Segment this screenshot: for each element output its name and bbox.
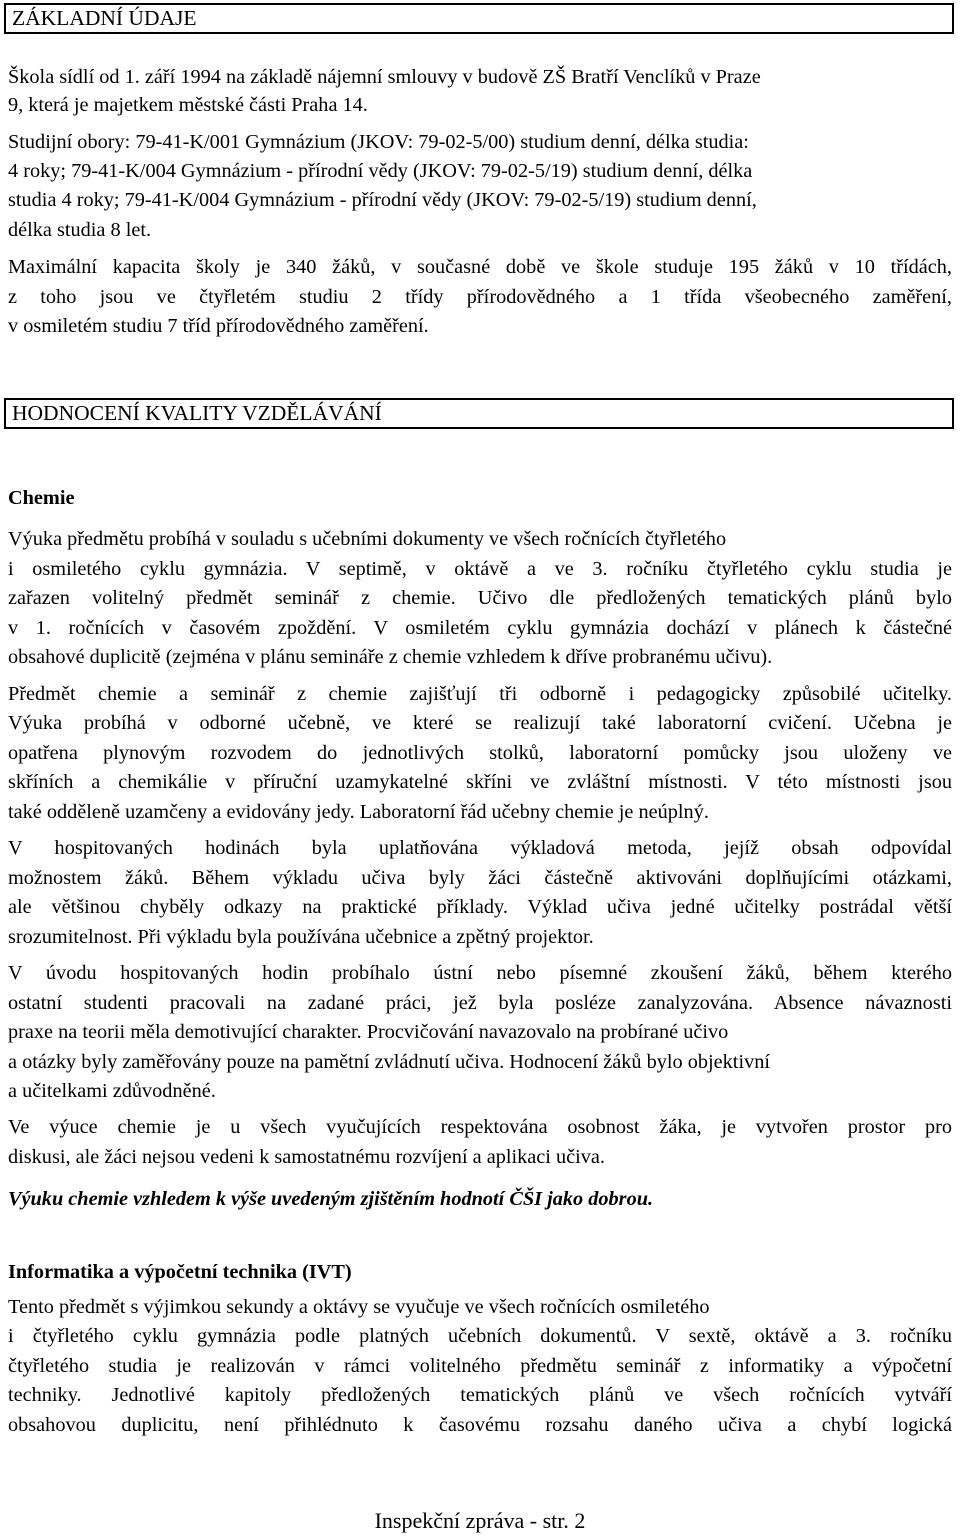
chemistry-line: praxe na teorii měla demotivující charakter. Procvičování navazovalo na probírané učivo: [8, 1021, 729, 1043]
basic-info-line: Studijní obory: 79-41-K/001 Gymnázium (JKOV: 79-02-5/00) studium denní, délka studia:: [8, 131, 749, 153]
chemistry-line: Předmět chemie a seminář z chemie zajišťují tři odborně i pedagogicky způsobilé učitelky.: [8, 683, 952, 705]
basic-info-line: délka studia 8 let.: [8, 219, 152, 241]
basic-info-line: 4 roky; 79-41-K/004 Gymnázium - přírodní vědy (JKOV: 79-02-5/19) studium denní, délka: [8, 160, 753, 182]
basic-info-line: Škola sídlí od 1. září 1994 na základě nájemní smlouvy v budově ZŠ Bratří Venclíků v Praze: [8, 66, 761, 88]
basic-info-line: Maximální kapacita školy je 340 žáků, v současné době ve škole studuje 195 žáků v 10 třídách,: [8, 256, 952, 278]
chemistry-line: možnostem žáků. Během výkladu učiva byly žáci částečně aktivováni doplňujícími otázkami,: [8, 867, 952, 889]
page-footer: Inspekční zpráva - str. 2: [374, 1508, 586, 1533]
chemistry-line: V hospitovaných hodinách byla uplatňována výkladová metoda, jejíž obsah odpovídal: [8, 837, 952, 859]
chemistry-line: zařazen volitelný předmět seminář z chemie. Učivo dle předložených tematických plánů bylo: [8, 587, 952, 609]
chemistry-line: Ve výuce chemie je u všech vyučujících respektována osobnost žáka, je vytvořen prostor pro: [8, 1116, 952, 1138]
chemistry-line: ale většinou chyběly odkazy na praktické příklady. Výklad učiva jedné učitelky postrádal větší: [8, 896, 952, 918]
section-heading-basic-info: ZÁKLADNÍ ÚDAJE: [4, 3, 954, 34]
subject-heading-ivt: Informatika a výpočetní technika (IVT): [8, 1261, 352, 1283]
chemistry-line: diskusi, ale žáci nejsou vedeni k samostatnému rozvíjení a aplikaci učiva.: [8, 1146, 605, 1168]
chemistry-line: Výuka předmětu probíhá v souladu s učebními dokumenty ve všech ročnících čtyřletého: [8, 528, 727, 550]
chemistry-line: a otázky byly zaměřovány pouze na pamětní zvládnutí učiva. Hodnocení žáků bylo objektivní: [8, 1051, 770, 1073]
basic-info-line: z toho jsou ve čtyřletém studiu 2 třídy přírodovědného a 1 třída všeobecného zaměření,: [8, 286, 952, 308]
ivt-line: techniky. Jednotlivé kapitoly předložených tematických plánů ve všech ročnících vytváří: [8, 1384, 952, 1406]
section-heading-quality-evaluation: HODNOCENÍ KVALITY VZDĚLÁVÁNÍ: [4, 398, 954, 429]
chemistry-line: opatřena plynovým rozvodem do jednotlivých stolků, laboratorní pomůcky jsou uloženy ve: [8, 742, 952, 764]
chemistry-line: srozumitelnost. Při výkladu byla používána učebnice a zpětný projektor.: [8, 926, 594, 948]
ivt-line: čtyřletého studia je realizován v rámci volitelného předmětu seminář z informatiky a výpočetní: [8, 1355, 952, 1377]
basic-info-line: 9, která je majetkem městské části Praha 14.: [8, 94, 368, 116]
basic-info-line: v osmiletém studiu 7 tříd přírodovědného zaměření.: [8, 315, 429, 337]
ivt-line: Tento předmět s výjimkou sekundy a oktávy se vyučuje ve všech ročnících osmiletého: [8, 1296, 710, 1318]
ivt-line: obsahovou duplicitu, není přihlédnuto k časovému rozsahu daného učiva a chybí logická: [8, 1414, 952, 1436]
chemistry-line: a učitelkami zdůvodněné.: [8, 1080, 216, 1102]
ivt-line: i čtyřletého cyklu gymnázia podle platných učebních dokumentů. V sextě, oktávě a 3. ročníku: [8, 1325, 952, 1347]
chemistry-line: skříních a chemikálie v příruční uzamykatelné skříni ve zvláštní místnosti. V této místnosti jsou: [8, 771, 952, 793]
chemistry-line: Výuka probíhá v odborné učebně, ve které se realizují také laboratorní cvičení. Učebna je: [8, 712, 952, 734]
chemistry-verdict: Výuku chemie vzhledem k výše uvedeným zjištěním hodnotí ČŠI jako dobrou.: [8, 1188, 654, 1210]
chemistry-line: i osmiletého cyklu gymnázia. V septimě, v oktávě a ve 3. ročníku čtyřletého cyklu studia je: [8, 558, 952, 580]
chemistry-line: také odděleně uzamčeny a evidovány jedy. Laboratorní řád učebny chemie je neúplný.: [8, 801, 709, 823]
basic-info-line: studia 4 roky; 79-41-K/004 Gymnázium - přírodní vědy (JKOV: 79-02-5/19) studium denní,: [8, 189, 757, 211]
chemistry-line: v 1. ročnících v časovém zpoždění. V osmiletém cyklu gymnázia dochází v plánech k částečné: [8, 617, 952, 639]
subject-heading-chemistry: Chemie: [8, 487, 75, 509]
chemistry-line: ostatní studenti pracovali na zadané práci, jež byla posléze zanalyzována. Absence návaznosti: [8, 992, 952, 1014]
chemistry-line: obsahové duplicitě (zejména v plánu semináře z chemie vzhledem k dříve probranému učivu).: [8, 646, 773, 668]
chemistry-line: V úvodu hospitovaných hodin probíhalo ústní nebo písemné zkoušení žáků, během kterého: [8, 962, 952, 984]
